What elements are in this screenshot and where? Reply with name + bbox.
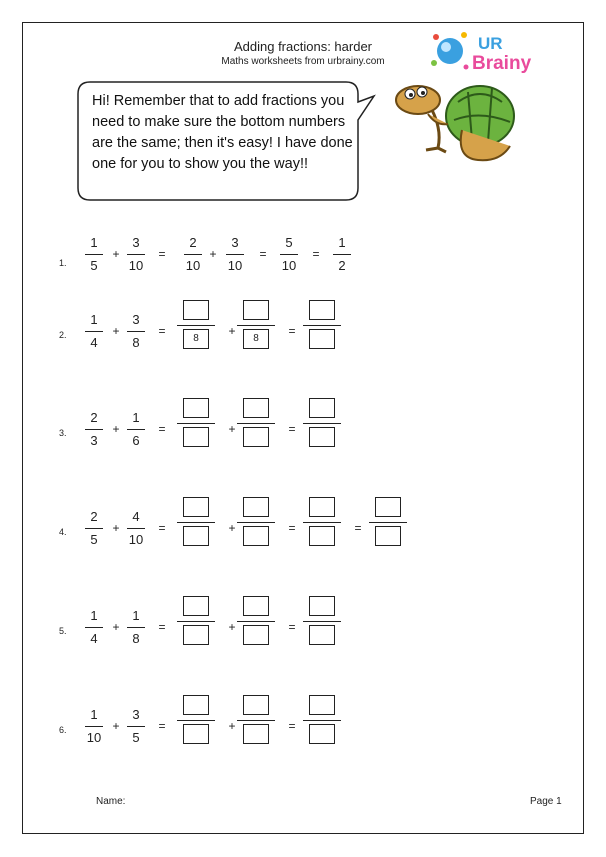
numerator-box[interactable] bbox=[309, 695, 335, 715]
equals-sign: = bbox=[158, 422, 166, 436]
numerator-box[interactable] bbox=[243, 300, 269, 320]
numerator-box[interactable] bbox=[375, 497, 401, 517]
question-row-3: 3. 2 3 + 1 6 = + = bbox=[0, 398, 606, 468]
denominator-box[interactable] bbox=[309, 625, 335, 645]
question-number: 2. bbox=[59, 330, 67, 340]
equals-sign: = bbox=[288, 422, 296, 436]
equals-sign: = bbox=[259, 247, 267, 261]
question-number: 3. bbox=[59, 428, 67, 438]
plus-sign: + bbox=[228, 719, 236, 733]
question-number: 6. bbox=[59, 725, 67, 735]
equals-sign: = bbox=[158, 324, 166, 338]
answer-fraction-2 bbox=[237, 596, 275, 652]
denominator-box[interactable] bbox=[183, 427, 209, 447]
denominator-box[interactable] bbox=[309, 329, 335, 349]
question-row-2: 2. 1 4 + 3 8 = 8 + 8 = bbox=[0, 300, 606, 370]
equals-sign: = bbox=[158, 620, 166, 634]
answer-fraction-result bbox=[303, 596, 341, 652]
snail-mascot-icon bbox=[392, 80, 522, 170]
worksheet-subtitle: Maths worksheets from urbrainy.com bbox=[221, 56, 385, 67]
plus-sign: + bbox=[112, 247, 120, 261]
denominator-box[interactable] bbox=[375, 526, 401, 546]
logo-text-ur: UR bbox=[478, 34, 503, 53]
denominator-box[interactable] bbox=[243, 427, 269, 447]
equals-sign: = bbox=[158, 247, 166, 261]
plus-sign: + bbox=[112, 521, 120, 535]
numerator-box[interactable] bbox=[309, 596, 335, 616]
plus-sign: + bbox=[228, 620, 236, 634]
plus-sign: + bbox=[209, 247, 217, 261]
numerator-box[interactable] bbox=[243, 695, 269, 715]
equals-sign: = bbox=[288, 719, 296, 733]
equals-sign: = bbox=[288, 324, 296, 338]
answer-fraction-result bbox=[303, 695, 341, 751]
numerator-box[interactable] bbox=[243, 398, 269, 418]
denominator-box[interactable]: 8 bbox=[243, 329, 269, 349]
question-row-1: 1. 1 5 + 3 10 = 2 10 + 3 10 = 5 10 = 1 2 bbox=[0, 235, 606, 305]
denominator-box[interactable] bbox=[243, 724, 269, 744]
answer-fraction-1 bbox=[177, 398, 215, 454]
name-label: Name: bbox=[96, 796, 126, 807]
plus-sign: + bbox=[228, 521, 236, 535]
denominator-box[interactable] bbox=[243, 625, 269, 645]
question-number: 5. bbox=[59, 626, 67, 636]
denominator-box[interactable] bbox=[309, 724, 335, 744]
denominator-box[interactable]: 8 bbox=[183, 329, 209, 349]
numerator-box[interactable] bbox=[309, 497, 335, 517]
plus-sign: + bbox=[228, 422, 236, 436]
answer-fraction-2 bbox=[237, 497, 275, 553]
numerator-box[interactable] bbox=[183, 398, 209, 418]
speech-text: Hi! Remember that to add fractions you need to make sure the bottom numbers are the same; then it's easy! I have done one for you to show you the way!! bbox=[92, 93, 353, 172]
answer-fraction-2 bbox=[237, 398, 275, 454]
numerator-box[interactable] bbox=[309, 300, 335, 320]
question-number: 4. bbox=[59, 527, 67, 537]
equals-sign: = bbox=[288, 521, 296, 535]
question-row-5: 5. 1 4 + 1 8 = + = bbox=[0, 596, 606, 666]
answer-fraction-1 bbox=[177, 695, 215, 751]
numerator-box[interactable] bbox=[183, 596, 209, 616]
denominator-box[interactable] bbox=[309, 526, 335, 546]
answer-fraction-simplified bbox=[369, 497, 407, 553]
equals-sign: = bbox=[354, 521, 362, 535]
equals-sign: = bbox=[158, 719, 166, 733]
plus-sign: + bbox=[112, 324, 120, 338]
numerator-box[interactable] bbox=[243, 497, 269, 517]
question-row-4: 4. 2 5 + 4 10 = + = = bbox=[0, 497, 606, 567]
question-number: 1. bbox=[59, 258, 67, 268]
plus-sign: + bbox=[112, 422, 120, 436]
equals-sign: = bbox=[312, 247, 320, 261]
answer-fraction-result bbox=[303, 497, 341, 553]
denominator-box[interactable] bbox=[309, 427, 335, 447]
numerator-box[interactable] bbox=[183, 497, 209, 517]
denominator-box[interactable] bbox=[183, 526, 209, 546]
numerator-box[interactable] bbox=[183, 695, 209, 715]
equals-sign: = bbox=[158, 521, 166, 535]
plus-sign: + bbox=[228, 324, 236, 338]
answer-fraction-1 bbox=[177, 300, 215, 356]
equals-sign: = bbox=[288, 620, 296, 634]
numerator-box[interactable] bbox=[309, 398, 335, 418]
urbrainy-logo bbox=[428, 27, 548, 77]
page-number: Page 1 bbox=[530, 796, 562, 807]
answer-fraction-result bbox=[303, 398, 341, 454]
denominator-box[interactable] bbox=[243, 526, 269, 546]
denominator-box[interactable] bbox=[183, 724, 209, 744]
answer-fraction-result bbox=[303, 300, 341, 356]
numerator-box[interactable] bbox=[183, 300, 209, 320]
worksheet-title: Adding fractions: harder bbox=[233, 39, 373, 54]
question-row-6: 6. 1 10 + 3 5 = + = bbox=[0, 695, 606, 765]
numerator-box[interactable] bbox=[243, 596, 269, 616]
answer-fraction-1 bbox=[177, 497, 215, 553]
answer-fraction-2 bbox=[237, 695, 275, 751]
denominator-box[interactable] bbox=[183, 625, 209, 645]
logo-text-brainy: Brainy bbox=[472, 53, 532, 74]
plus-sign: + bbox=[112, 719, 120, 733]
answer-fraction-1 bbox=[177, 596, 215, 652]
logo-globe-icon bbox=[437, 38, 463, 64]
answer-fraction-2 bbox=[237, 300, 275, 356]
plus-sign: + bbox=[112, 620, 120, 634]
